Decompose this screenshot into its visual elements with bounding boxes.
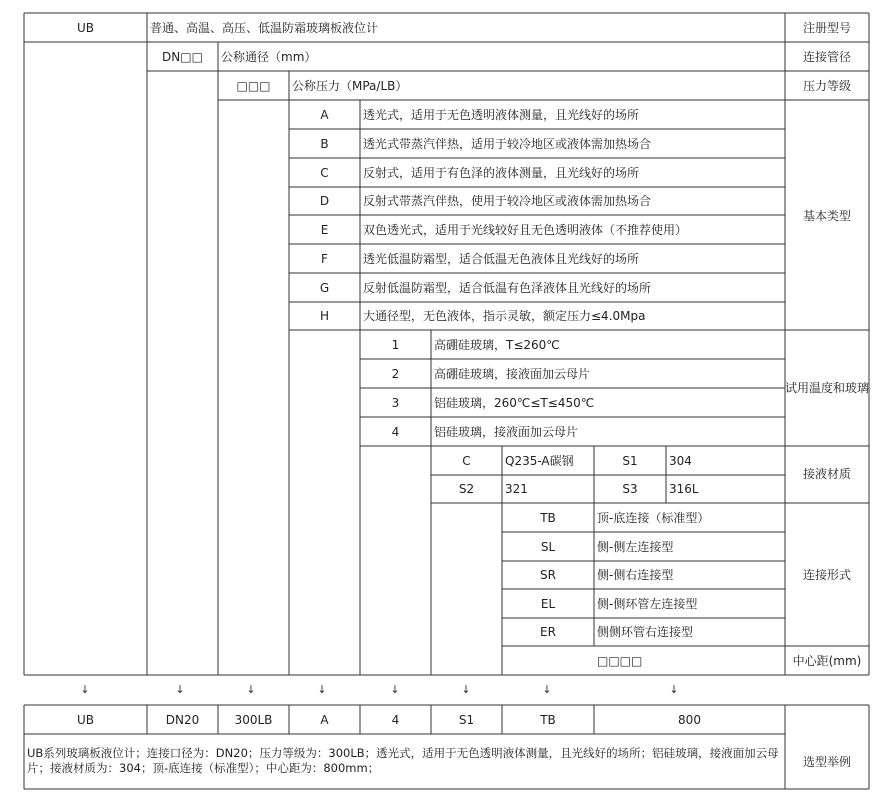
example-value: DN20 [165,713,200,727]
material-code: C [462,454,471,468]
temperature-desc: 铝硅玻璃，260℃≤T≤450℃ [434,396,595,410]
basic-type-code: D [319,194,330,208]
basic-type-desc: 透光低温防霜型，适合低温无色液体且光线好的场所 [363,252,640,266]
basic-type-code: G [319,281,330,295]
example-value: UB [76,713,94,727]
temperature-label: 试用温度和玻璃 [785,381,870,395]
model-title: 普通、高温、高压、低温防霜玻璃板液位计 [150,21,379,35]
basic-type-code: H [319,309,330,323]
connection-desc: 公称通径（mm） [221,50,317,64]
connect-form-desc: 侧-侧环管左连接型 [597,597,698,611]
example-description: UB系列玻璃板液位计；连接口径为：DN20；压力等级为：300LB；透光式，适用于无色透明液体测量，且光线好的场所；铝硅玻璃，接液面加云母片；接液材质为：304；顶-底连接（标准型）；中心距为：800mm； [27,746,779,775]
temperature-code: 3 [391,396,400,410]
arrow-down-icon: ↓ [80,683,90,696]
basic-type-label: 基本类型 [802,209,851,223]
material-label: 接液材质 [802,467,851,481]
pressure-desc: 公称压力（MPa/LB） [292,79,408,93]
connect-form-desc: 侧-侧右连接型 [597,568,674,582]
connect-form-code: TB [540,511,556,525]
basic-type-desc: 反射低温防霜型，适合低温有色泽液体且光线好的场所 [363,281,652,295]
basic-type-desc: 反射式带蒸汽伴热，使用于较冷地区或液体需加热场合 [363,194,652,208]
example-value: 300LB [234,713,273,727]
arrow-down-icon: ↓ [669,683,679,696]
material-code: S2 [458,482,475,496]
model-code: UB [76,21,94,35]
arrow-down-icon: ↓ [542,683,552,696]
center-distance-code: □□□□ [597,654,643,668]
example-value: A [320,713,329,727]
pressure-code: □□□ [236,79,271,93]
temperature-code: 1 [391,338,400,352]
basic-type-code: C [320,166,329,180]
arrow-down-icon: ↓ [461,683,471,696]
basic-type-code: F [321,252,328,266]
material-name: 321 [505,482,528,496]
temperature-code: 2 [391,367,400,381]
model-label: 注册型号 [802,21,851,35]
basic-type-code: B [320,137,329,151]
connect-form-label: 连接形式 [802,568,851,582]
material-code: S1 [622,454,638,468]
material-code: S3 [622,482,638,496]
example-value: S1 [458,713,475,727]
material-name: Q235-A碳钢 [505,454,574,468]
basic-type-desc: 大通径型，无色液体，指示灵敏，额定压力≤4.0Mpa [363,309,646,323]
example-value: TB [540,713,556,727]
arrow-down-icon: ↓ [246,683,256,696]
basic-type-desc: 双色透光式，适用于光线较好且无色透明液体（不推荐使用） [363,223,688,237]
connect-form-code: ER [540,625,556,639]
connect-form-desc: 顶-底连接（标准型） [597,511,710,525]
example-label: 选型举例 [802,755,851,769]
temperature-desc: 高硼硅玻璃，接液面加云母片 [434,367,591,381]
center-distance-label: 中心距(mm) [792,654,862,668]
connect-form-code: SR [540,568,556,582]
basic-type-desc: 透光式带蒸汽伴热，适用于较冷地区或液体需加热场合 [363,137,652,151]
arrow-down-icon: ↓ [175,683,185,696]
connect-form-desc: 侧-侧左连接型 [597,540,674,554]
basic-type-code: E [320,223,329,237]
connect-form-desc: 侧侧环管右连接型 [597,625,694,639]
basic-type-desc: 反射式，适用于有色泽的液体测量，且光线好的场所 [363,166,640,180]
connection-code: DN□□ [162,50,203,64]
connect-form-code: SL [540,540,556,554]
pressure-label: 压力等级 [802,79,851,93]
example-value: 4 [391,713,400,727]
basic-type-code: A [320,108,329,122]
connection-label: 连接管径 [802,50,851,64]
material-name: 304 [669,454,692,468]
temperature-code: 4 [391,425,400,439]
connect-form-code: EL [540,597,556,611]
basic-type-desc: 透光式，适用于无色透明液体测量，且光线好的场所 [363,108,640,122]
arrow-down-icon: ↓ [317,683,327,696]
material-name: 316L [669,482,699,496]
example-value: 800 [678,713,701,727]
arrow-down-icon: ↓ [390,683,400,696]
temperature-desc: 铝硅玻璃，接液面加云母片 [434,425,579,439]
temperature-desc: 高硼硅玻璃，T≤260℃ [434,338,560,352]
